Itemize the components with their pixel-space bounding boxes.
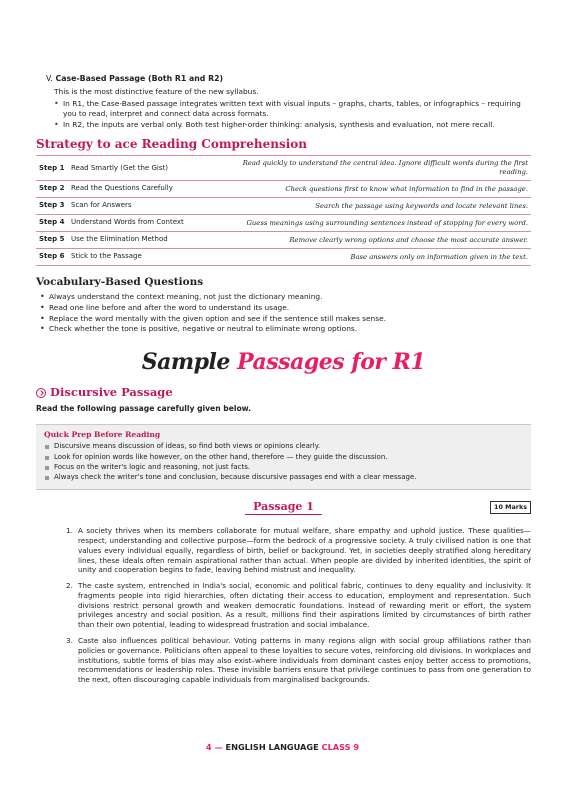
- reading-instruction: Read the following passage carefully given below.: [36, 404, 252, 414]
- sample-title-part2: Passages for R1: [237, 349, 426, 376]
- list-item: Focus on the writer's logic and reasoning, not just facts.: [44, 463, 521, 472]
- passage-paragraphs: [66, 526, 531, 685]
- list-item: • In R1, the Case-Based passage integrates written text with visual inputs – graphs, charts, tables, or infographics – requiring you to read, interpret and connect data across formats.: [54, 99, 531, 119]
- vocabulary-bullets: [40, 292, 531, 334]
- step-name: Use the Elimination Method: [68, 232, 218, 249]
- list-item: • In R2, the inputs are verbal only. Both test higher-order thinking: analysis, synthesis and evaluation, not mere recall.: [54, 120, 531, 130]
- section-v-number: V.: [46, 74, 53, 83]
- step-description: Check questions first to know what information to find in the passage.: [218, 181, 531, 198]
- passage-header: [36, 500, 531, 516]
- paragraph-text: The caste system, entrenched in India's social, economic and political fabric, continues to deny equality and inclusivity. It fragments people into rigid hierarchies, often dictating their access to education, employment and representation. Such divisions restrict personal growth and weaken democratic foundations. Instead of rewarding merit or effort, the system privileges ancestry and social position. As a result, millions find their aspirations limited by circumstances of birth rather than their own potential, leading to widespread frustration and social imbalance.: [78, 581, 531, 630]
- strategy-heading: Strategy to ace Reading Comprehension: [36, 137, 307, 152]
- footer-dash: —: [214, 742, 223, 752]
- passage-paragraph: [66, 581, 531, 630]
- step-name: Stick to the Passage: [68, 249, 218, 266]
- strategy-table: [36, 155, 531, 266]
- list-item: Discursive means discussion of ideas, so find both views or opinions clearly.: [44, 442, 521, 451]
- step-description: Base answers only on information given in the text.: [218, 249, 531, 266]
- step-name: Understand Words from Context: [68, 215, 218, 232]
- quick-prep-title: Quick Prep Before Reading: [44, 430, 161, 440]
- list-item: • Always understand the context meaning, not just the dictionary meaning.: [40, 292, 531, 302]
- list-item: • Check whether the tone is positive, negative or neutral to eliminate wrong options.: [40, 324, 531, 334]
- section-v-title: [46, 74, 531, 84]
- circle-chevron-icon: [36, 388, 46, 398]
- step-number: Step 2: [36, 181, 68, 198]
- list-item: Always check the writer's tone and conclusion, because discursive passages end with a clear message.: [44, 473, 521, 482]
- step-number: Step 5: [36, 232, 68, 249]
- list-item: Look for opinion words like however, on the other hand, therefore — they guide the discussion.: [44, 453, 521, 462]
- section-v-title-text: Case-Based Passage (Both R1 and R2): [55, 74, 224, 83]
- paragraph-number: 3.: [66, 636, 73, 646]
- paragraph-text: A society thrives when its members collaborate for mutual welfare, share empathy and uphold justice. These qualities—respect, understanding and collective purpose—form the bedrock of a progressive society. A truly civilised nation is one that values every individual equally, regardless of birth, belief or background. Yet, in societies deeply stratified along hereditary lines, these ideals often remain aspirational rather than actual. When people are divided by inherited identities, the spirit of unity and cooperation begins to fade, leaving behind mistrust and inequality.: [78, 526, 531, 575]
- list-item: • Replace the word mentally with the given option and see if the sentence still makes sense.: [40, 314, 531, 324]
- passage-title: [36, 500, 531, 515]
- table-row: [36, 181, 531, 198]
- step-description: Remove clearly wrong options and choose the most accurate answer.: [218, 232, 531, 249]
- step-description: Guess meanings using surrounding sentences instead of stopping for every word.: [218, 215, 531, 232]
- section-v-bullets: [54, 99, 531, 129]
- section-case-based: [46, 74, 531, 129]
- passage-paragraph: [66, 526, 531, 575]
- quick-prep-list: [44, 442, 521, 482]
- quick-prep-box: [36, 424, 531, 490]
- step-description: Read quickly to understand the central idea. Ignore difficult words during the first reading.: [218, 156, 531, 181]
- table-row: [36, 232, 531, 249]
- table-row: [36, 156, 531, 181]
- discursive-heading-text: Discursive Passage: [50, 385, 173, 400]
- table-row: [36, 249, 531, 266]
- paragraph-text: Caste also influences political behaviour. Voting patterns in many regions align with social group affiliations rather than policies or governance. Politicians often appeal to these loyalties to secure votes, reinforcing old divisions. In workplaces and institutions, subtle forms of bias may also exist–where individuals from dominant castes enjoy better access to promotions, recommendations or leadership roles. These invisible barriers ensure that privilege continues to pass from one generation to the next, often discouraging capable individuals from marginalised backgrounds.: [78, 636, 531, 685]
- vocabulary-heading: Vocabulary-Based Questions: [36, 276, 204, 289]
- discursive-heading: [36, 385, 531, 400]
- step-name: Read the Questions Carefully: [68, 181, 218, 198]
- section-v-intro: This is the most distinctive feature of the new syllabus.: [54, 87, 259, 97]
- page-footer: [0, 742, 565, 753]
- step-number: Step 1: [36, 156, 68, 181]
- marks-badge: 10 Marks: [490, 501, 531, 513]
- step-description: Search the passage using keywords and locate relevant lines.: [218, 198, 531, 215]
- footer-subject: ENGLISH LANGUAGE: [225, 742, 319, 752]
- paragraph-number: 1.: [66, 526, 73, 536]
- table-row: [36, 215, 531, 232]
- step-number: Step 3: [36, 198, 68, 215]
- list-item: • Read one line before and after the word to understand its usage.: [40, 303, 531, 313]
- page-number: 4: [205, 742, 212, 752]
- footer-class: CLASS 9: [321, 742, 360, 752]
- step-number: Step 4: [36, 215, 68, 232]
- step-name: Scan for Answers: [68, 198, 218, 215]
- step-number: Step 6: [36, 249, 68, 266]
- sample-title-part1: Sample: [141, 349, 230, 376]
- passage-title-text: Passage 1: [245, 500, 322, 515]
- paragraph-number: 2.: [66, 581, 73, 591]
- table-row: [36, 198, 531, 215]
- step-name: Read Smartly (Get the Gist): [68, 156, 218, 181]
- passage-paragraph: [66, 636, 531, 685]
- sample-passages-title: [36, 348, 531, 377]
